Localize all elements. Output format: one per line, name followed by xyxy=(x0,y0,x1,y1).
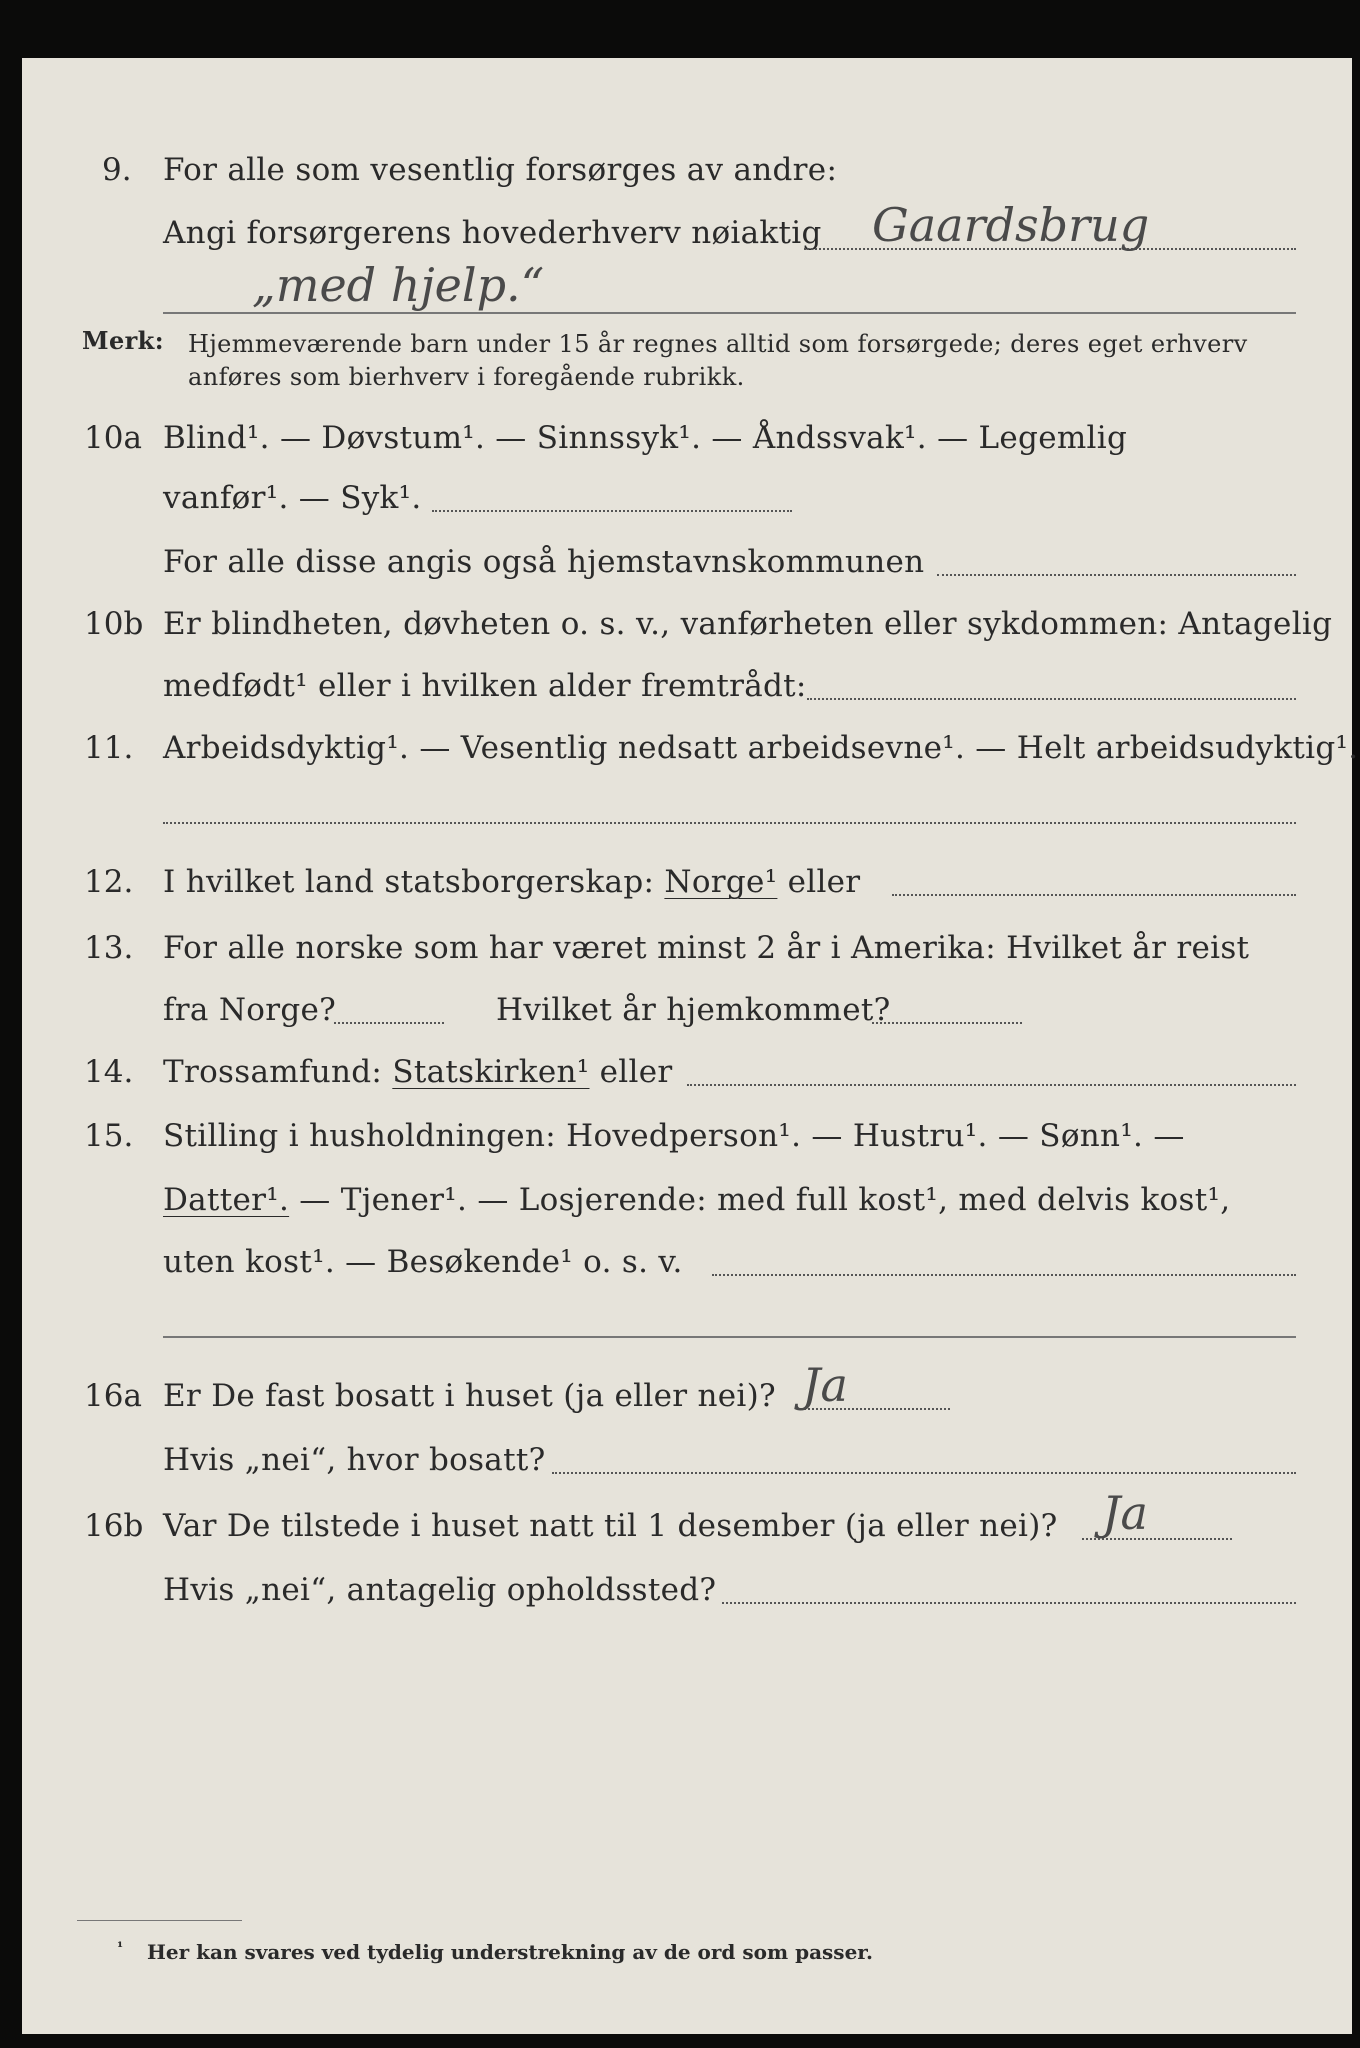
q10b-line1: Er blindheten, døvheten o. s. v., vanførheten eller sykdommen: Antagelig xyxy=(163,606,1333,642)
q15-datter: Datter¹. xyxy=(163,1182,290,1218)
q16a-bosatt-line xyxy=(552,1472,1296,1474)
q12-norge: Norge¹ xyxy=(664,864,778,900)
footnote-separator xyxy=(77,1920,242,1921)
q14-answer-line xyxy=(687,1084,1296,1086)
q12-question: I hvilket land statsborgerskap: xyxy=(163,864,655,900)
q15-line2 xyxy=(163,1182,1230,1218)
q15-answer-line xyxy=(712,1274,1296,1276)
footnote-text: Her kan svares ved tydelig understrekning av de ord som passer. xyxy=(147,1940,873,1964)
q15-second-line xyxy=(163,1336,1296,1338)
q13-line2b: Hvilket år hjemkommet? xyxy=(496,992,891,1028)
q16b-handwritten-answer: Ja xyxy=(1102,1486,1148,1540)
q11-number: 11. xyxy=(84,730,134,766)
q16a-line2: Hvis „nei“, hvor bosatt? xyxy=(163,1442,546,1478)
q15-number: 15. xyxy=(84,1118,134,1154)
q14-line xyxy=(163,1054,673,1090)
q9-second-line xyxy=(163,312,1296,314)
q9-line1: For alle som vesentlig forsørges av andre: xyxy=(163,152,838,188)
q10b-line2: medfødt¹ eller i hvilken alder fremtrådt: xyxy=(163,668,807,704)
q10a-line3: For alle disse angis også hjemstavnskommunen xyxy=(163,544,925,580)
q15-line3: uten kost¹. — Besøkende¹ o. s. v. xyxy=(163,1244,683,1280)
q16a-number: 16a xyxy=(84,1378,142,1414)
q9-handwritten-occupation-2: „med hjelp.“ xyxy=(252,258,545,312)
q10b-number: 10b xyxy=(84,606,144,642)
q13-reist-line xyxy=(334,1022,444,1024)
q14-number: 14. xyxy=(84,1054,134,1090)
q10a-hjemstavn-line xyxy=(937,574,1296,576)
merk-label: Merk: xyxy=(82,326,164,355)
q13-line1: For alle norske som har været minst 2 år i Amerika: Hvilket år reist xyxy=(163,930,1250,966)
q10a-number: 10a xyxy=(84,420,142,456)
q10a-syk-line xyxy=(432,510,792,512)
q16a-handwritten-answer: Ja xyxy=(802,1358,848,1412)
q12-eller: eller xyxy=(787,864,861,900)
q10b-answer-line xyxy=(807,698,1296,700)
q14-question: Trossamfund: xyxy=(163,1054,383,1090)
q15-line2-rest: — Tjener¹. — Losjerende: med full kost¹, med delvis kost¹, xyxy=(299,1182,1231,1218)
q11-line1: Arbeidsdyktig¹. — Vesentlig nedsatt arbeidsevne¹. — Helt arbeidsudyktig¹. xyxy=(163,730,1359,766)
q13-number: 13. xyxy=(84,930,134,966)
footnote-mark: ¹ xyxy=(117,1940,124,1956)
q9-handwritten-occupation: Gaardsbrug xyxy=(872,198,1150,252)
q14-statskirken: Statskirken¹ xyxy=(392,1054,590,1090)
q16b-number: 16b xyxy=(84,1508,144,1544)
q15-line1: Stilling i husholdningen: Hovedperson¹. — Hustru¹. — Sønn¹. — xyxy=(163,1118,1185,1154)
q12-line xyxy=(163,864,860,900)
q13-line2a: fra Norge? xyxy=(163,992,337,1028)
merk-line1: Hjemmeværende barn under 15 år regnes alltid som forsørgede; deres eget erhverv xyxy=(188,330,1248,358)
q12-number: 12. xyxy=(84,864,134,900)
q16b-line2: Hvis „nei“, antagelig opholdssted? xyxy=(163,1572,717,1608)
q14-eller: eller xyxy=(599,1054,673,1090)
q10a-line2: vanfør¹. — Syk¹. xyxy=(163,480,422,516)
q13-hjemkommet-line xyxy=(872,1022,1022,1024)
q10a-line1: Blind¹. — Døvstum¹. — Sinnssyk¹. — Åndssvak¹. — Legemlig xyxy=(163,420,1128,456)
q9-line2: Angi forsørgerens hovederhverv nøiaktig xyxy=(163,215,822,251)
q16a-line1: Er De fast bosatt i huset (ja eller nei)? xyxy=(163,1378,776,1414)
q12-answer-line xyxy=(892,894,1296,896)
merk-line2: anføres som bierhverv i foregående rubrikk. xyxy=(188,363,745,391)
census-form-page xyxy=(22,58,1359,2034)
q16b-opholdssted-line xyxy=(722,1602,1296,1604)
q9-number: 9. xyxy=(102,152,132,188)
q11-answer-line xyxy=(163,822,1296,824)
q16b-line1: Var De tilstede i huset natt til 1 desember (ja eller nei)? xyxy=(163,1508,1058,1544)
